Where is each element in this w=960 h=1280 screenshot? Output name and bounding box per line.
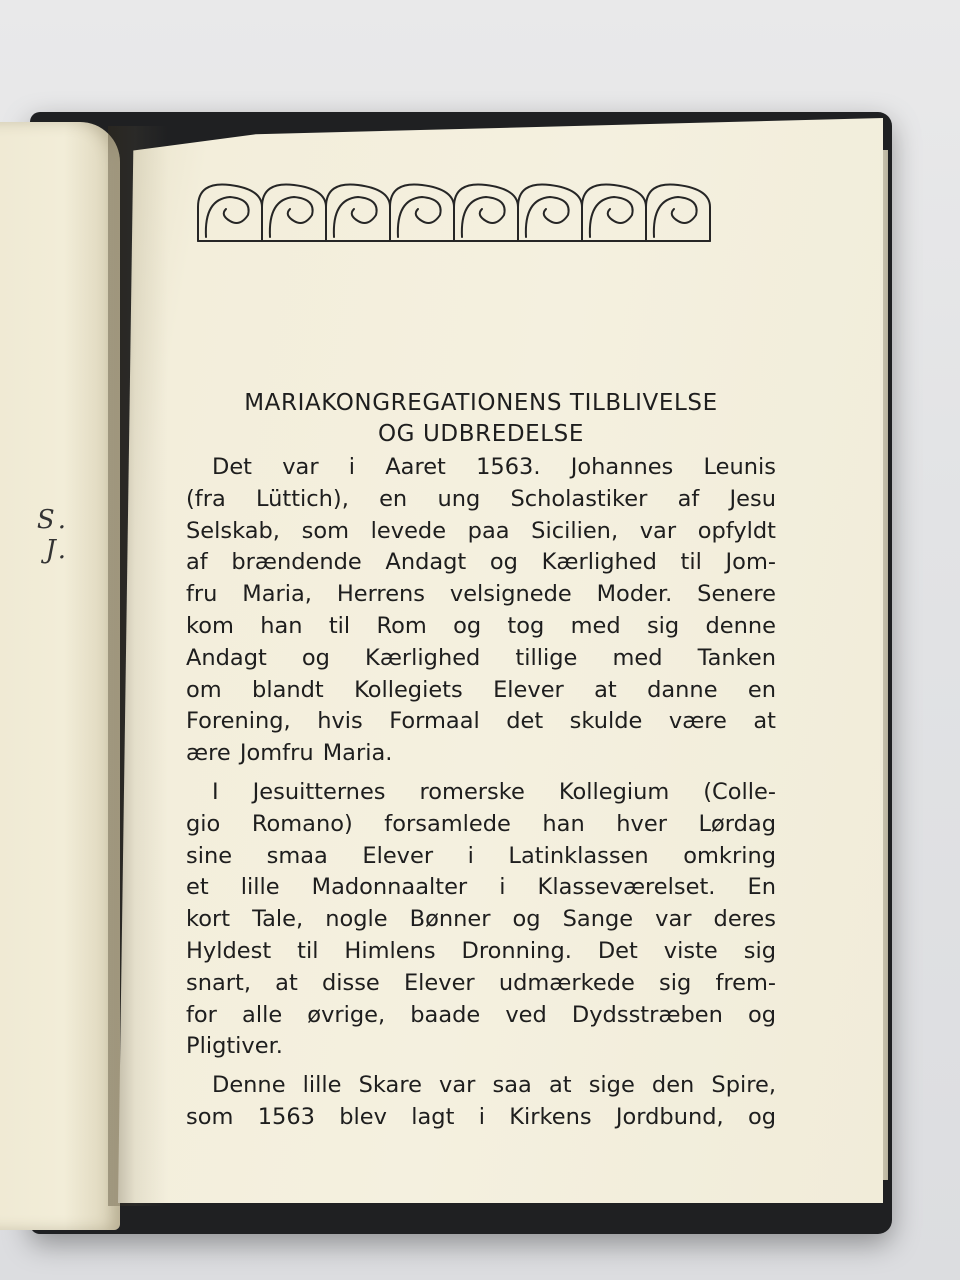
ornament-arch — [326, 184, 390, 241]
text-line: kort Tale, nogle Bønner og Sange var deres — [186, 906, 776, 933]
ornament-arch — [390, 184, 454, 241]
ornament-arch — [454, 184, 518, 241]
text-line: et lille Madonnaalter i Klasseværelset. En — [186, 874, 776, 901]
text-line: af brændende Andagt og Kærlighed til Jom- — [186, 549, 776, 576]
text-line: fru Maria, Herrens velsignede Moder. Senere — [186, 581, 776, 608]
ornament-swirl — [206, 197, 249, 237]
text-line: for alle øvrige, baade ved Dydsstræben og — [186, 1001, 776, 1028]
ornament-arch — [262, 184, 326, 241]
text-line: Denne lille Skare var saa at sige den Spire, — [212, 1072, 776, 1099]
text-line: Andagt og Kærlighed tillige med Tanken — [186, 644, 776, 671]
left-page-margin-text: S. J. — [36, 505, 70, 565]
ornament-swirl — [270, 197, 313, 237]
text-line: ære Jomfru Maria. — [186, 740, 393, 767]
ornament-swirl — [334, 197, 377, 237]
chapter-title-line: MARIAKONGREGATIONENS TILBLIVELSE — [244, 390, 718, 416]
ornament-arch — [646, 184, 710, 241]
text-line: I Jesuitternes romerske Kollegium (Colle- — [212, 778, 776, 805]
text-line: som 1563 blev lagt i Kirkens Jordbund, og — [186, 1103, 776, 1130]
ornament-swirl — [526, 197, 569, 237]
ornament-swirl — [398, 197, 441, 237]
page-text — [186, 388, 776, 1134]
text-line: Hyldest til Himlens Dronning. Det viste sig — [186, 937, 776, 964]
paragraph — [186, 1070, 776, 1134]
ornament-swirl — [590, 197, 633, 237]
ornament-swirl — [462, 197, 505, 237]
chapter-title-line: OG UDBREDELSE — [377, 421, 585, 447]
text-line: sine smaa Elever i Latinklassen omkring — [186, 842, 776, 869]
chapter-title — [186, 388, 776, 450]
text-line: kom han til Rom og tog med sig denne — [186, 612, 776, 639]
text-line: om blandt Kollegiets Elever at danne en — [186, 676, 776, 703]
ornament-arch — [582, 184, 646, 241]
art-nouveau-wave-border-icon — [195, 178, 715, 244]
text-line: snart, at disse Elever udmærkede sig frem- — [186, 969, 776, 996]
text-line: Pligtiver. — [186, 1033, 283, 1060]
text-line: Selskab, som levede paa Sicilien, var opfyldt — [186, 517, 776, 544]
ornament-arch — [518, 184, 582, 241]
ornament-arch — [198, 184, 262, 241]
text-line: gio Romano) forsamlede han hver Lørdag — [186, 810, 776, 837]
paragraph — [186, 452, 776, 770]
text-line: Det var i Aaret 1563. Johannes Leunis — [212, 454, 776, 480]
paragraph — [186, 777, 776, 1063]
text-line: Forening, hvis Formaal det skulde være at — [186, 708, 776, 735]
ornament-swirl — [654, 197, 697, 237]
left-page — [0, 122, 120, 1230]
text-line: (fra Lüttich), en ung Scholastiker af Jesu — [186, 485, 776, 512]
